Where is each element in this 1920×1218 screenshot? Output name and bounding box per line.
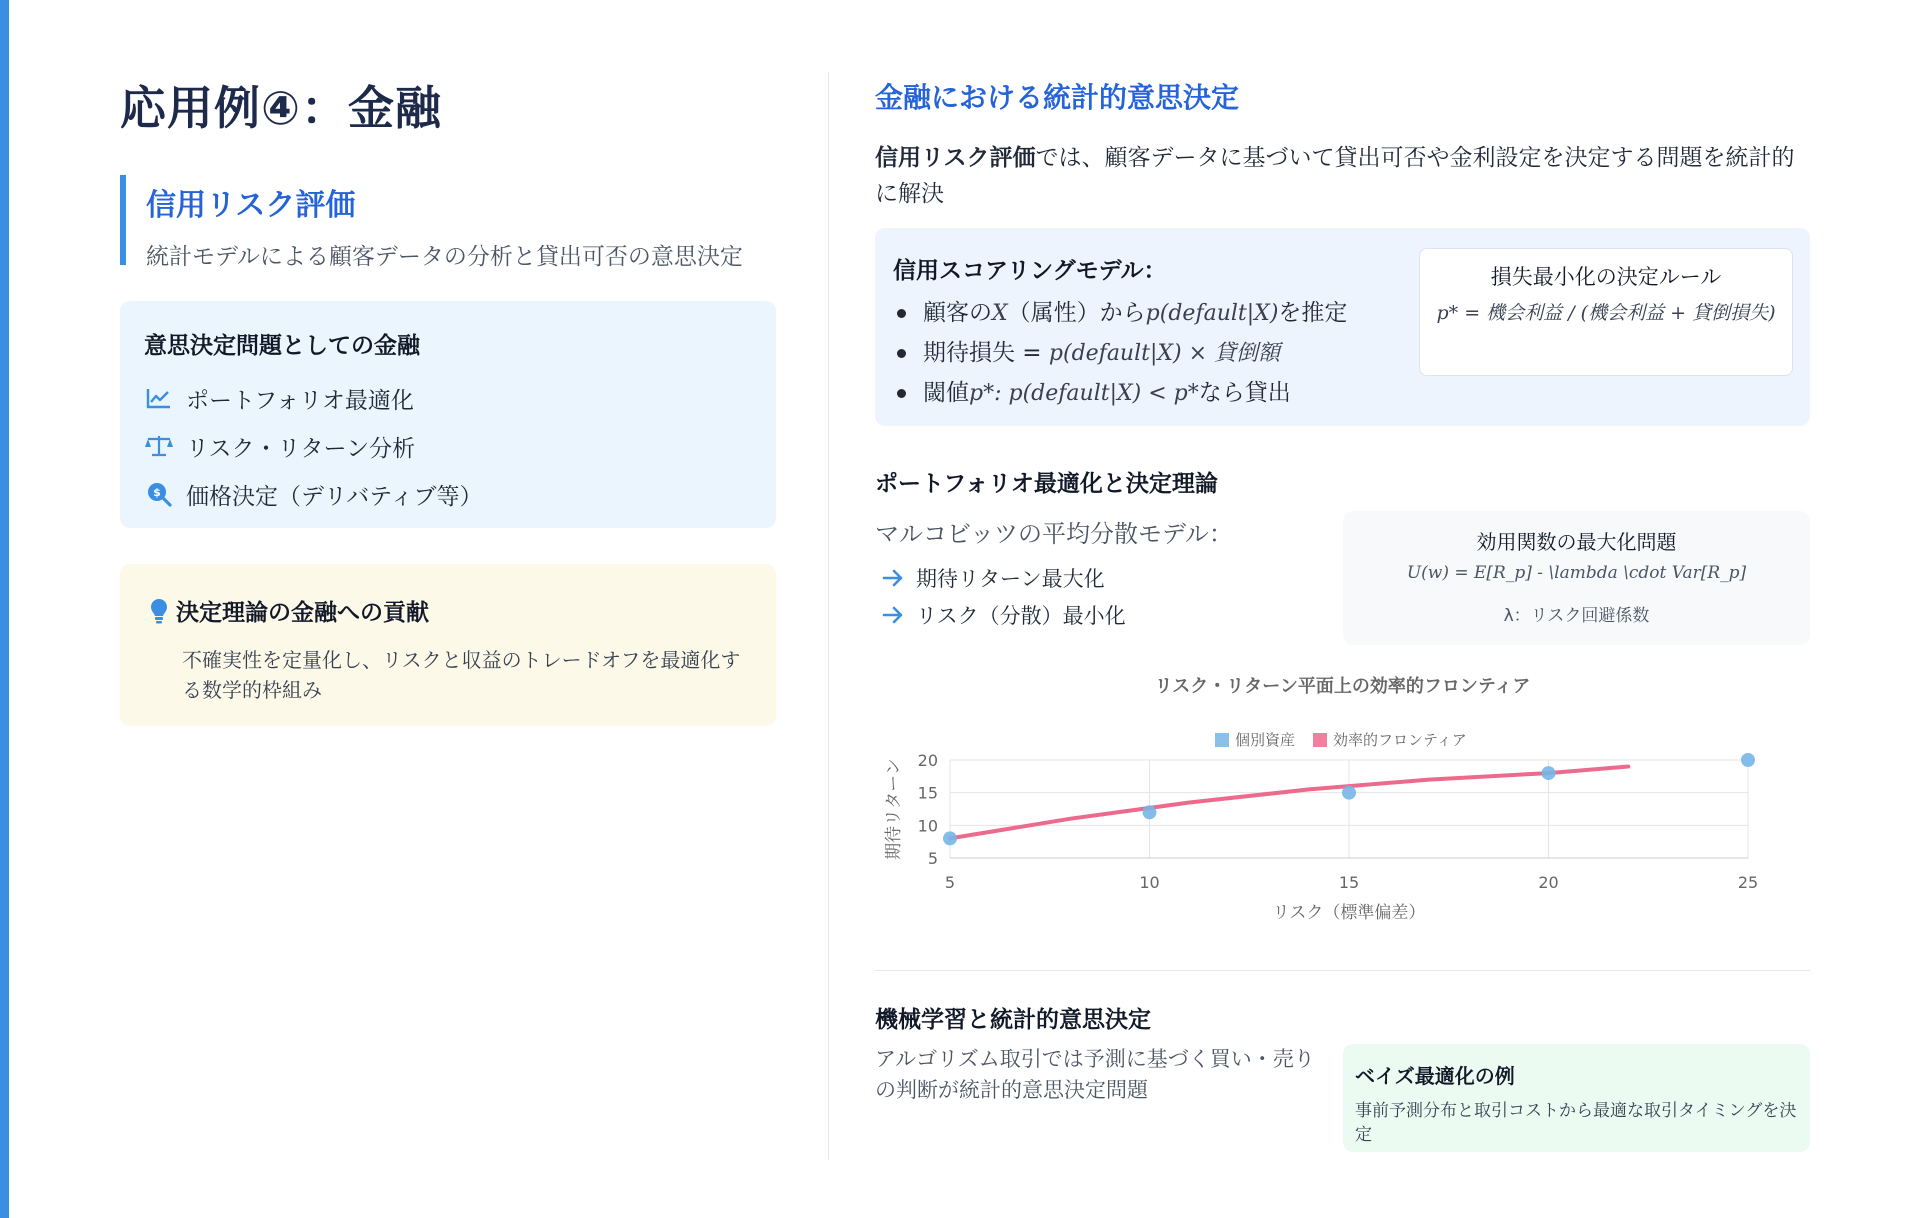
rule-title: 損失最小化の決定ルール <box>1490 265 1722 289</box>
y-tick-label: 5 <box>927 849 938 868</box>
scoring-text: 閾値 <box>923 380 969 406</box>
scoring-text: なら貸出 <box>1198 380 1291 406</box>
math-expression: X <box>992 301 1008 326</box>
portfolio-heading: ポートフォリオ最適化と決定理論 <box>875 471 1218 497</box>
left-accent-bar <box>0 0 9 1218</box>
utility-title: 効用関数の最大化問題 <box>1476 530 1677 554</box>
math-expression: p* <box>969 381 995 406</box>
scoring-text: （属性）から <box>1007 300 1146 326</box>
portfolio-list <box>882 559 1126 633</box>
scoring-bullet <box>893 373 1792 413</box>
portfolio-item <box>882 559 1126 596</box>
rule-formula: p* = 機会利益 / (機会利益 + 貸倒損失) <box>1436 302 1776 324</box>
y-tick-label: 20 <box>917 751 938 770</box>
scoring-text: を推定 <box>1278 300 1348 326</box>
decision-item-risk-return <box>144 422 752 470</box>
tip-heading: 決定理論の金融への貢献 <box>176 600 429 626</box>
x-tick-label: 5 <box>944 873 956 892</box>
intro-bold: 信用リスク評価 <box>875 145 1036 171</box>
credit-risk-heading: 信用リスク評価 <box>146 188 356 223</box>
x-tick-label: 15 <box>1338 873 1360 892</box>
utility-note: λ：リスク回避係数 <box>1503 606 1650 626</box>
tip-text: 不確実性を定量化し、リスクと収益のトレードオフを最適化する数学的枠組み <box>182 648 741 702</box>
decision-item-label: リスク・リターン分析 <box>186 435 416 462</box>
frontier-line <box>950 767 1628 839</box>
x-tick-label: 10 <box>1139 873 1160 892</box>
ml-heading: 機械学習と統計的意思決定 <box>875 1007 1151 1033</box>
scoring-heading: 信用スコアリングモデル： <box>893 258 1167 284</box>
portfolio-subtitle: マルコビッツの平均分散モデル： <box>875 520 1233 548</box>
intro-paragraph <box>875 140 1810 212</box>
y-axis-label: 期待リターン <box>884 758 904 860</box>
legend-label: 効率的フロンティア <box>1333 731 1467 749</box>
contribution-tip-box <box>120 564 776 726</box>
asset-point <box>1542 766 1556 780</box>
credit-risk-header <box>120 175 780 270</box>
legend-label: 個別資産 <box>1235 731 1296 749</box>
intro-rest: では、顧客データに基づいて貸出可否や金利設定を決定する問題を統計的に解決 <box>875 145 1795 207</box>
chart-line-icon <box>144 387 174 409</box>
x-tick-label: 25 <box>1737 873 1759 892</box>
bayes-text: 事前予測分布と取引コストから最適な取引タイミングを決定 <box>1355 1101 1797 1145</box>
ml-text: アルゴリズム取引では予測に基づく買い・売りの判断が統計的意思決定問題 <box>875 1047 1315 1102</box>
utility-formula: U(w) = E[R_p] - \lambda \cdot Var[R_p] <box>1406 563 1747 583</box>
decision-problem-box <box>120 301 776 528</box>
bayes-card <box>1343 1044 1810 1152</box>
arrow-right-icon <box>882 569 906 587</box>
chart-title: リスク・リターン平面上の効率的フロンティア <box>1154 676 1531 697</box>
decision-item-portfolio <box>144 374 752 422</box>
decision-item-pricing <box>144 470 752 518</box>
bayes-title: ベイズ最適化の例 <box>1355 1064 1515 1088</box>
decision-rule-card <box>1419 248 1793 376</box>
y-tick-label: 10 <box>917 816 938 836</box>
portfolio-item-label: 期待リターン最大化 <box>916 566 1105 591</box>
scale-balance-icon <box>144 434 174 458</box>
asset-point <box>943 831 957 845</box>
credit-risk-subtitle: 統計モデルによる顧客データの分析と貸出可否の意思決定 <box>146 244 743 270</box>
math-expression: p(default|X) × 貸倒額 <box>1048 341 1281 366</box>
search-dollar-icon <box>144 481 174 507</box>
decision-item-label: 価格決定（デリバティブ等） <box>186 483 483 510</box>
math-expression: p(default|X) < p* <box>1008 381 1199 406</box>
column-divider <box>828 72 829 1160</box>
scoring-text: 期待損失 = <box>923 340 1049 366</box>
section-divider <box>875 970 1810 971</box>
legend-swatch <box>1215 733 1229 747</box>
page-title: 応用例④：金融 <box>120 81 442 135</box>
x-tick-label: 20 <box>1538 873 1559 892</box>
math-expression: p(default|X) <box>1145 301 1279 326</box>
scoring-text: 顧客の <box>923 300 992 326</box>
portfolio-item-label: リスク（分散）最小化 <box>916 603 1126 628</box>
decision-item-label: ポートフォリオ最適化 <box>186 387 414 414</box>
x-axis-label: リスク（標準偏差） <box>1272 903 1426 923</box>
y-tick-label: 15 <box>917 783 938 803</box>
utility-card <box>1343 511 1810 645</box>
tip-heading-row <box>150 594 752 627</box>
portfolio-item <box>882 596 1126 633</box>
decision-box-heading: 意思決定問題としての金融 <box>144 333 420 359</box>
math-expression: : <box>994 381 1009 406</box>
asset-point <box>1143 805 1157 819</box>
efficient-frontier-chart <box>875 660 1810 940</box>
asset-point <box>1342 786 1356 800</box>
legend-swatch <box>1313 733 1327 747</box>
lightbulb-icon <box>150 598 168 624</box>
svg-text:$: $ <box>153 486 161 499</box>
asset-point <box>1741 753 1755 767</box>
section-title: 金融における統計的意思決定 <box>875 81 1240 114</box>
credit-scoring-box <box>875 228 1810 426</box>
arrow-right-icon <box>882 606 906 624</box>
